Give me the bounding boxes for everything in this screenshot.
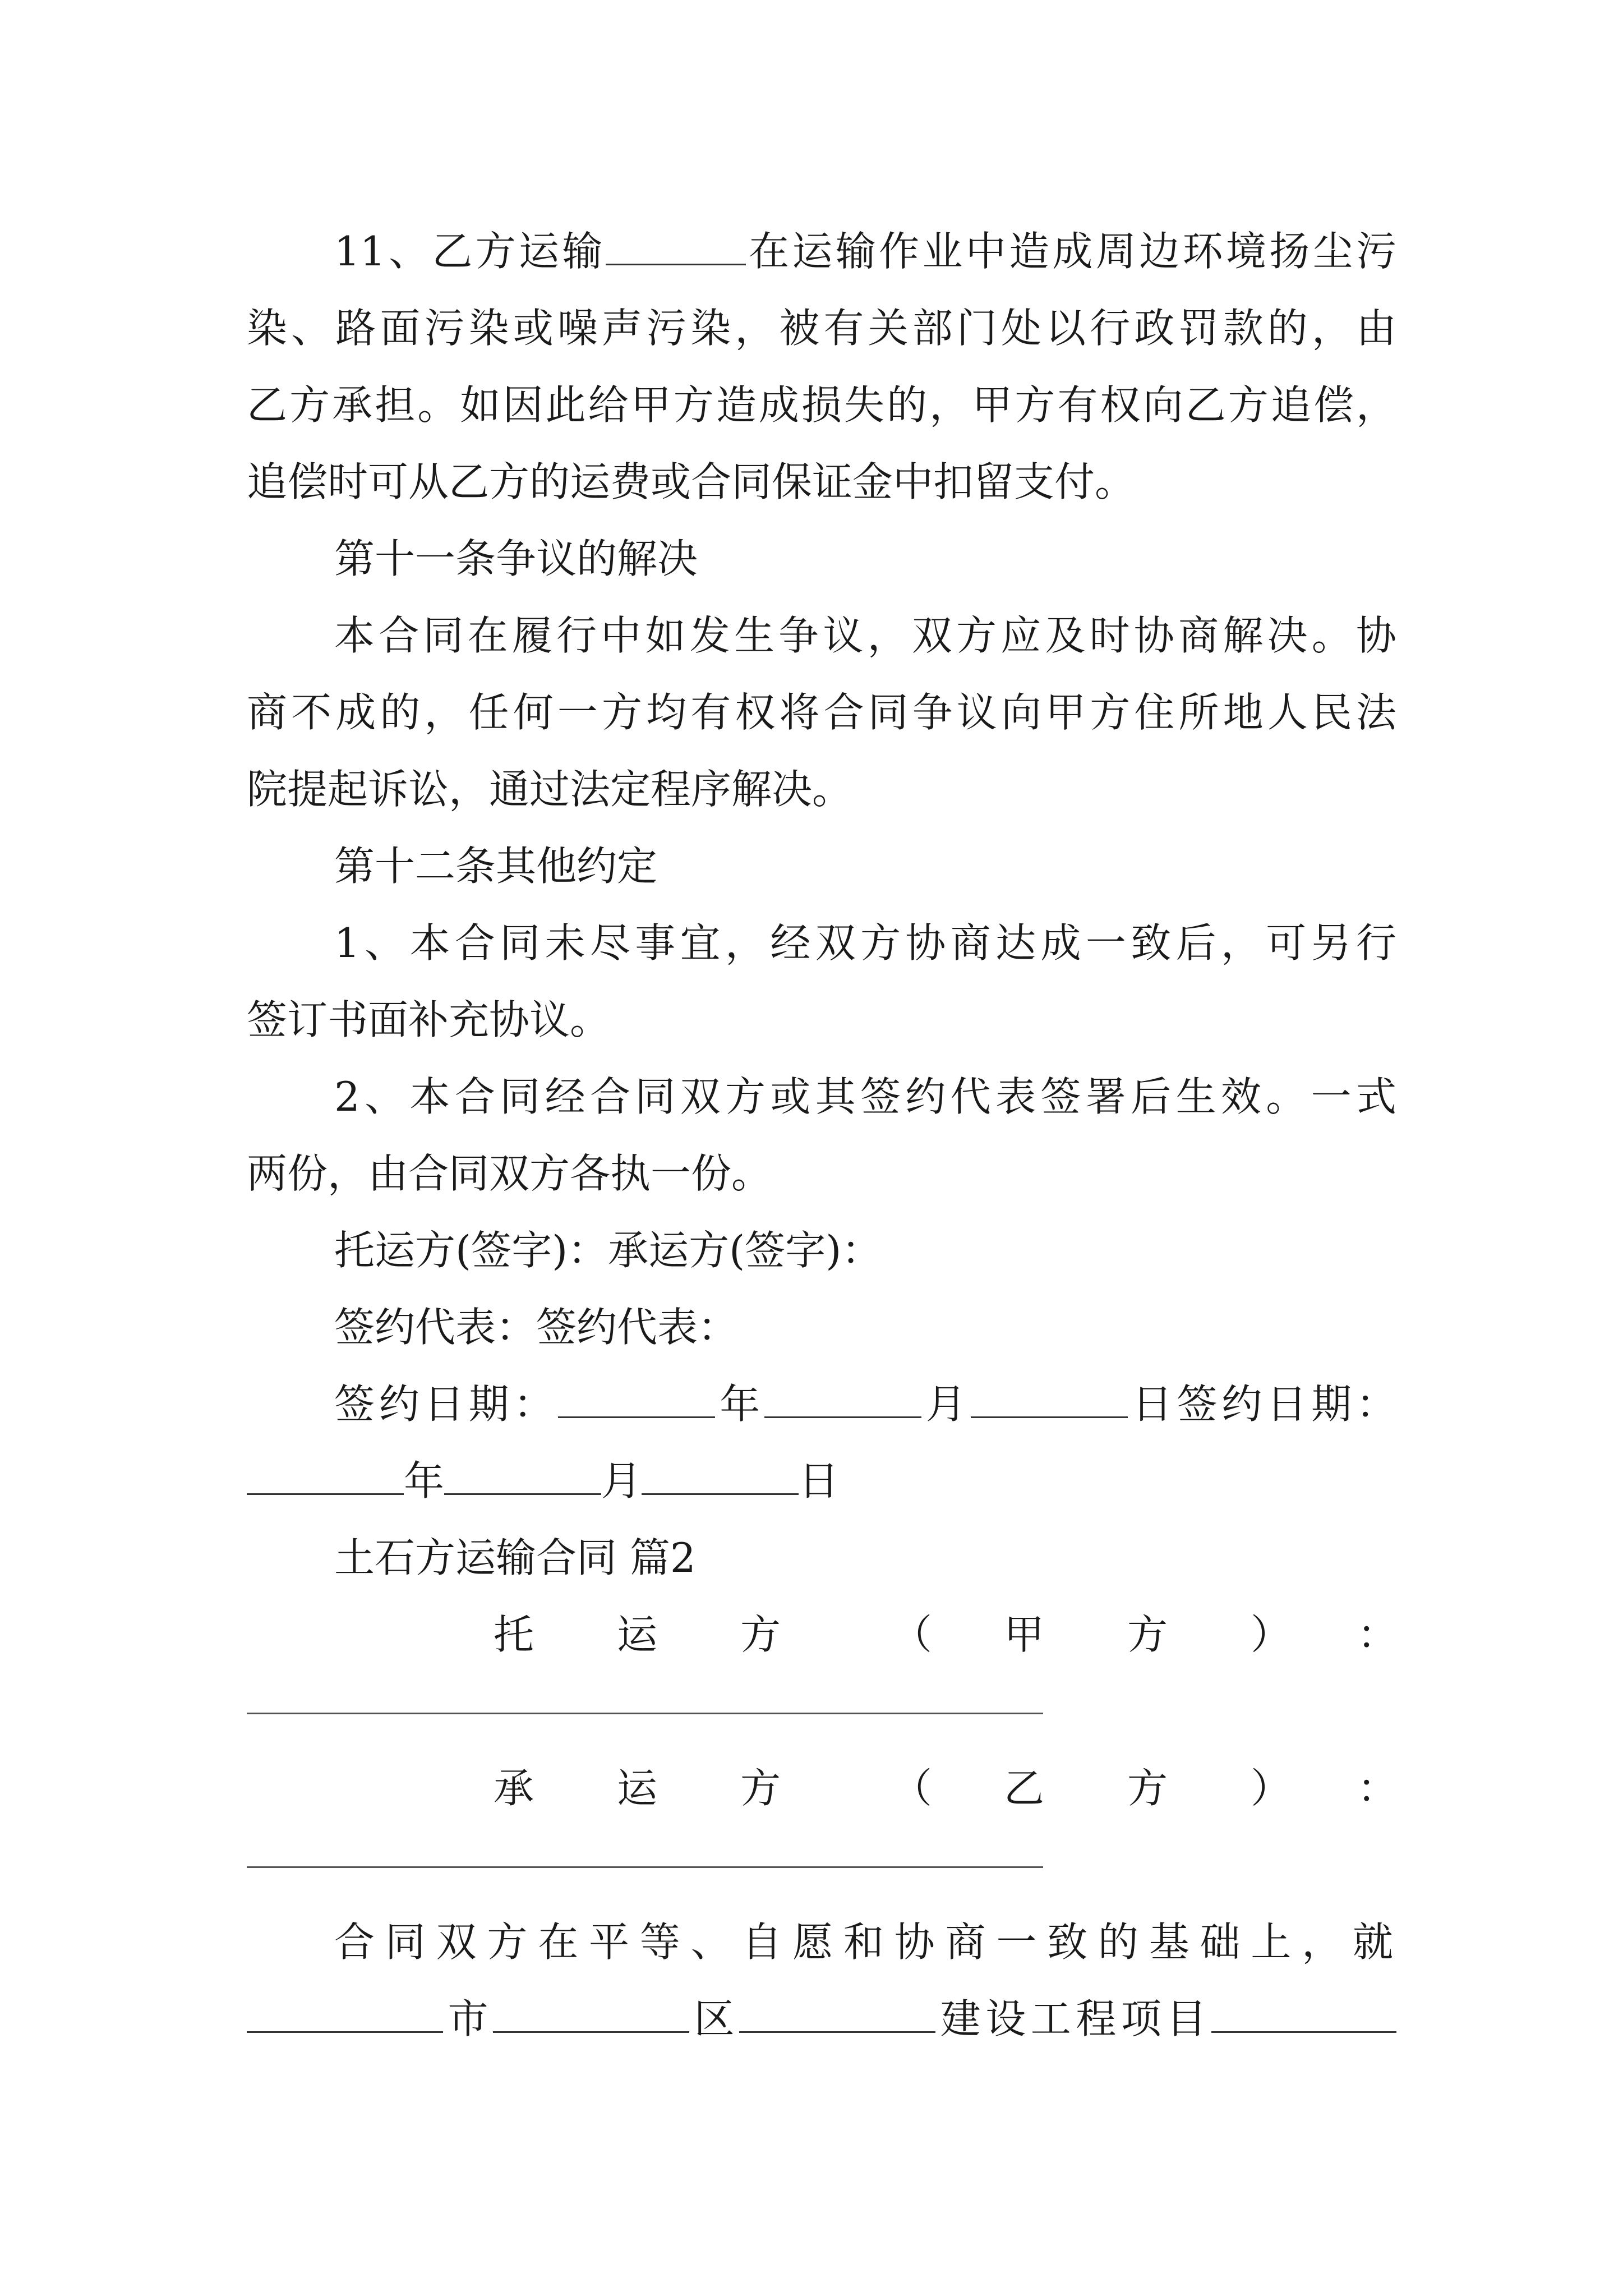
char: 方 xyxy=(740,1611,781,1658)
document-page xyxy=(247,213,1396,2058)
char: ： xyxy=(1357,1765,1398,1812)
char: 方 xyxy=(1127,1611,1168,1658)
article-11-line-2: 商不成的，任何一方均有权将合同争议向甲方住所地人民法 xyxy=(247,689,1396,736)
text: 市 xyxy=(443,1995,494,2042)
char: 方 xyxy=(740,1765,781,1812)
article-11-title: 第十一条争议的解决 xyxy=(334,535,698,582)
project-blank xyxy=(1211,1998,1396,2033)
text: 月 xyxy=(921,1381,971,1428)
closing-line-2 xyxy=(247,1981,1396,2058)
char: ） xyxy=(1251,1765,1292,1812)
text: 签约日期： xyxy=(334,1381,559,1428)
article-12-item-2-line-1: 2、本合同经合同双方或其签约代表签署后生效。一式 xyxy=(334,1073,1396,1120)
text: 11、乙方运输 xyxy=(334,228,606,275)
closing-line-1: 合同双方在平等、自愿和协商一致的基础上，就 xyxy=(334,1918,1396,1966)
char: 承 xyxy=(494,1765,534,1812)
char: 运 xyxy=(617,1611,658,1658)
article-12-item-1-line-1: 1、本合同未尽事宜，经双方协商达成一致后，可另行 xyxy=(334,919,1396,967)
signature-parties: 托运方(签字)：承运方(签字)： xyxy=(334,1227,882,1274)
signature-date-line-2 xyxy=(247,1443,1396,1520)
day-blank xyxy=(971,1383,1128,1418)
char: 乙 xyxy=(1004,1765,1045,1812)
blank-field xyxy=(606,230,746,265)
signature-date-line-1 xyxy=(247,1366,1396,1443)
clause-11-line-1 xyxy=(247,213,1396,290)
text: 日 xyxy=(799,1457,840,1504)
article-11-line-3: 院提起诉讼，通过法定程序解决。 xyxy=(247,766,853,813)
contract-2-title: 土石方运输合同 篇2 xyxy=(334,1534,696,1581)
text: 在运输作业中造成周边环境扬尘污 xyxy=(745,228,1396,275)
district-blank xyxy=(493,1998,689,2033)
year-blank xyxy=(558,1383,715,1418)
char: 方 xyxy=(1127,1765,1168,1812)
article-12-item-2-line-2: 两份，由合同双方各执一份。 xyxy=(247,1150,772,1197)
clause-11-line-3: 乙方承担。如因此给甲方造成损失的，甲方有权向乙方追偿， xyxy=(247,381,1396,429)
shipper-party-line xyxy=(247,1596,1396,1673)
article-11-line-1: 本合同在履行中如发生争议，双方应及时协商解决。协 xyxy=(334,612,1396,659)
carrier-signature-rule xyxy=(247,1866,1043,1868)
article-12-item-1-line-2: 签订书面补充协议。 xyxy=(247,996,611,1043)
text: 日签约日期： xyxy=(1127,1381,1396,1428)
carrier-party-line xyxy=(247,1750,1396,1827)
char: 托 xyxy=(494,1611,534,1658)
clause-11-line-2: 染、路面污染或噪声污染，被有关部门处以行政罚款的，由 xyxy=(247,305,1396,352)
text: 年 xyxy=(715,1381,765,1428)
day-blank xyxy=(642,1460,799,1495)
char: （ xyxy=(892,1611,933,1658)
clause-11-line-4: 追偿时可从乙方的运费或合同保证金中扣留支付。 xyxy=(247,458,1136,505)
text: 年 xyxy=(404,1457,445,1504)
text: 月 xyxy=(601,1457,642,1504)
char: 运 xyxy=(617,1765,658,1812)
char: （ xyxy=(892,1765,933,1812)
text: 建设工程项目 xyxy=(935,1995,1211,2042)
month-blank xyxy=(444,1460,601,1495)
city-blank xyxy=(247,1998,443,2033)
char: ） xyxy=(1251,1611,1292,1658)
article-12-title: 第十二条其他约定 xyxy=(334,843,658,890)
text: 区 xyxy=(689,1995,740,2042)
char: ： xyxy=(1357,1611,1398,1658)
shipper-signature-rule xyxy=(247,1713,1043,1714)
blank-field xyxy=(739,1998,935,2033)
signature-representatives: 签约代表：签约代表： xyxy=(334,1304,739,1351)
month-blank xyxy=(764,1383,921,1418)
char: 甲 xyxy=(1004,1611,1045,1658)
year-blank xyxy=(247,1460,404,1495)
